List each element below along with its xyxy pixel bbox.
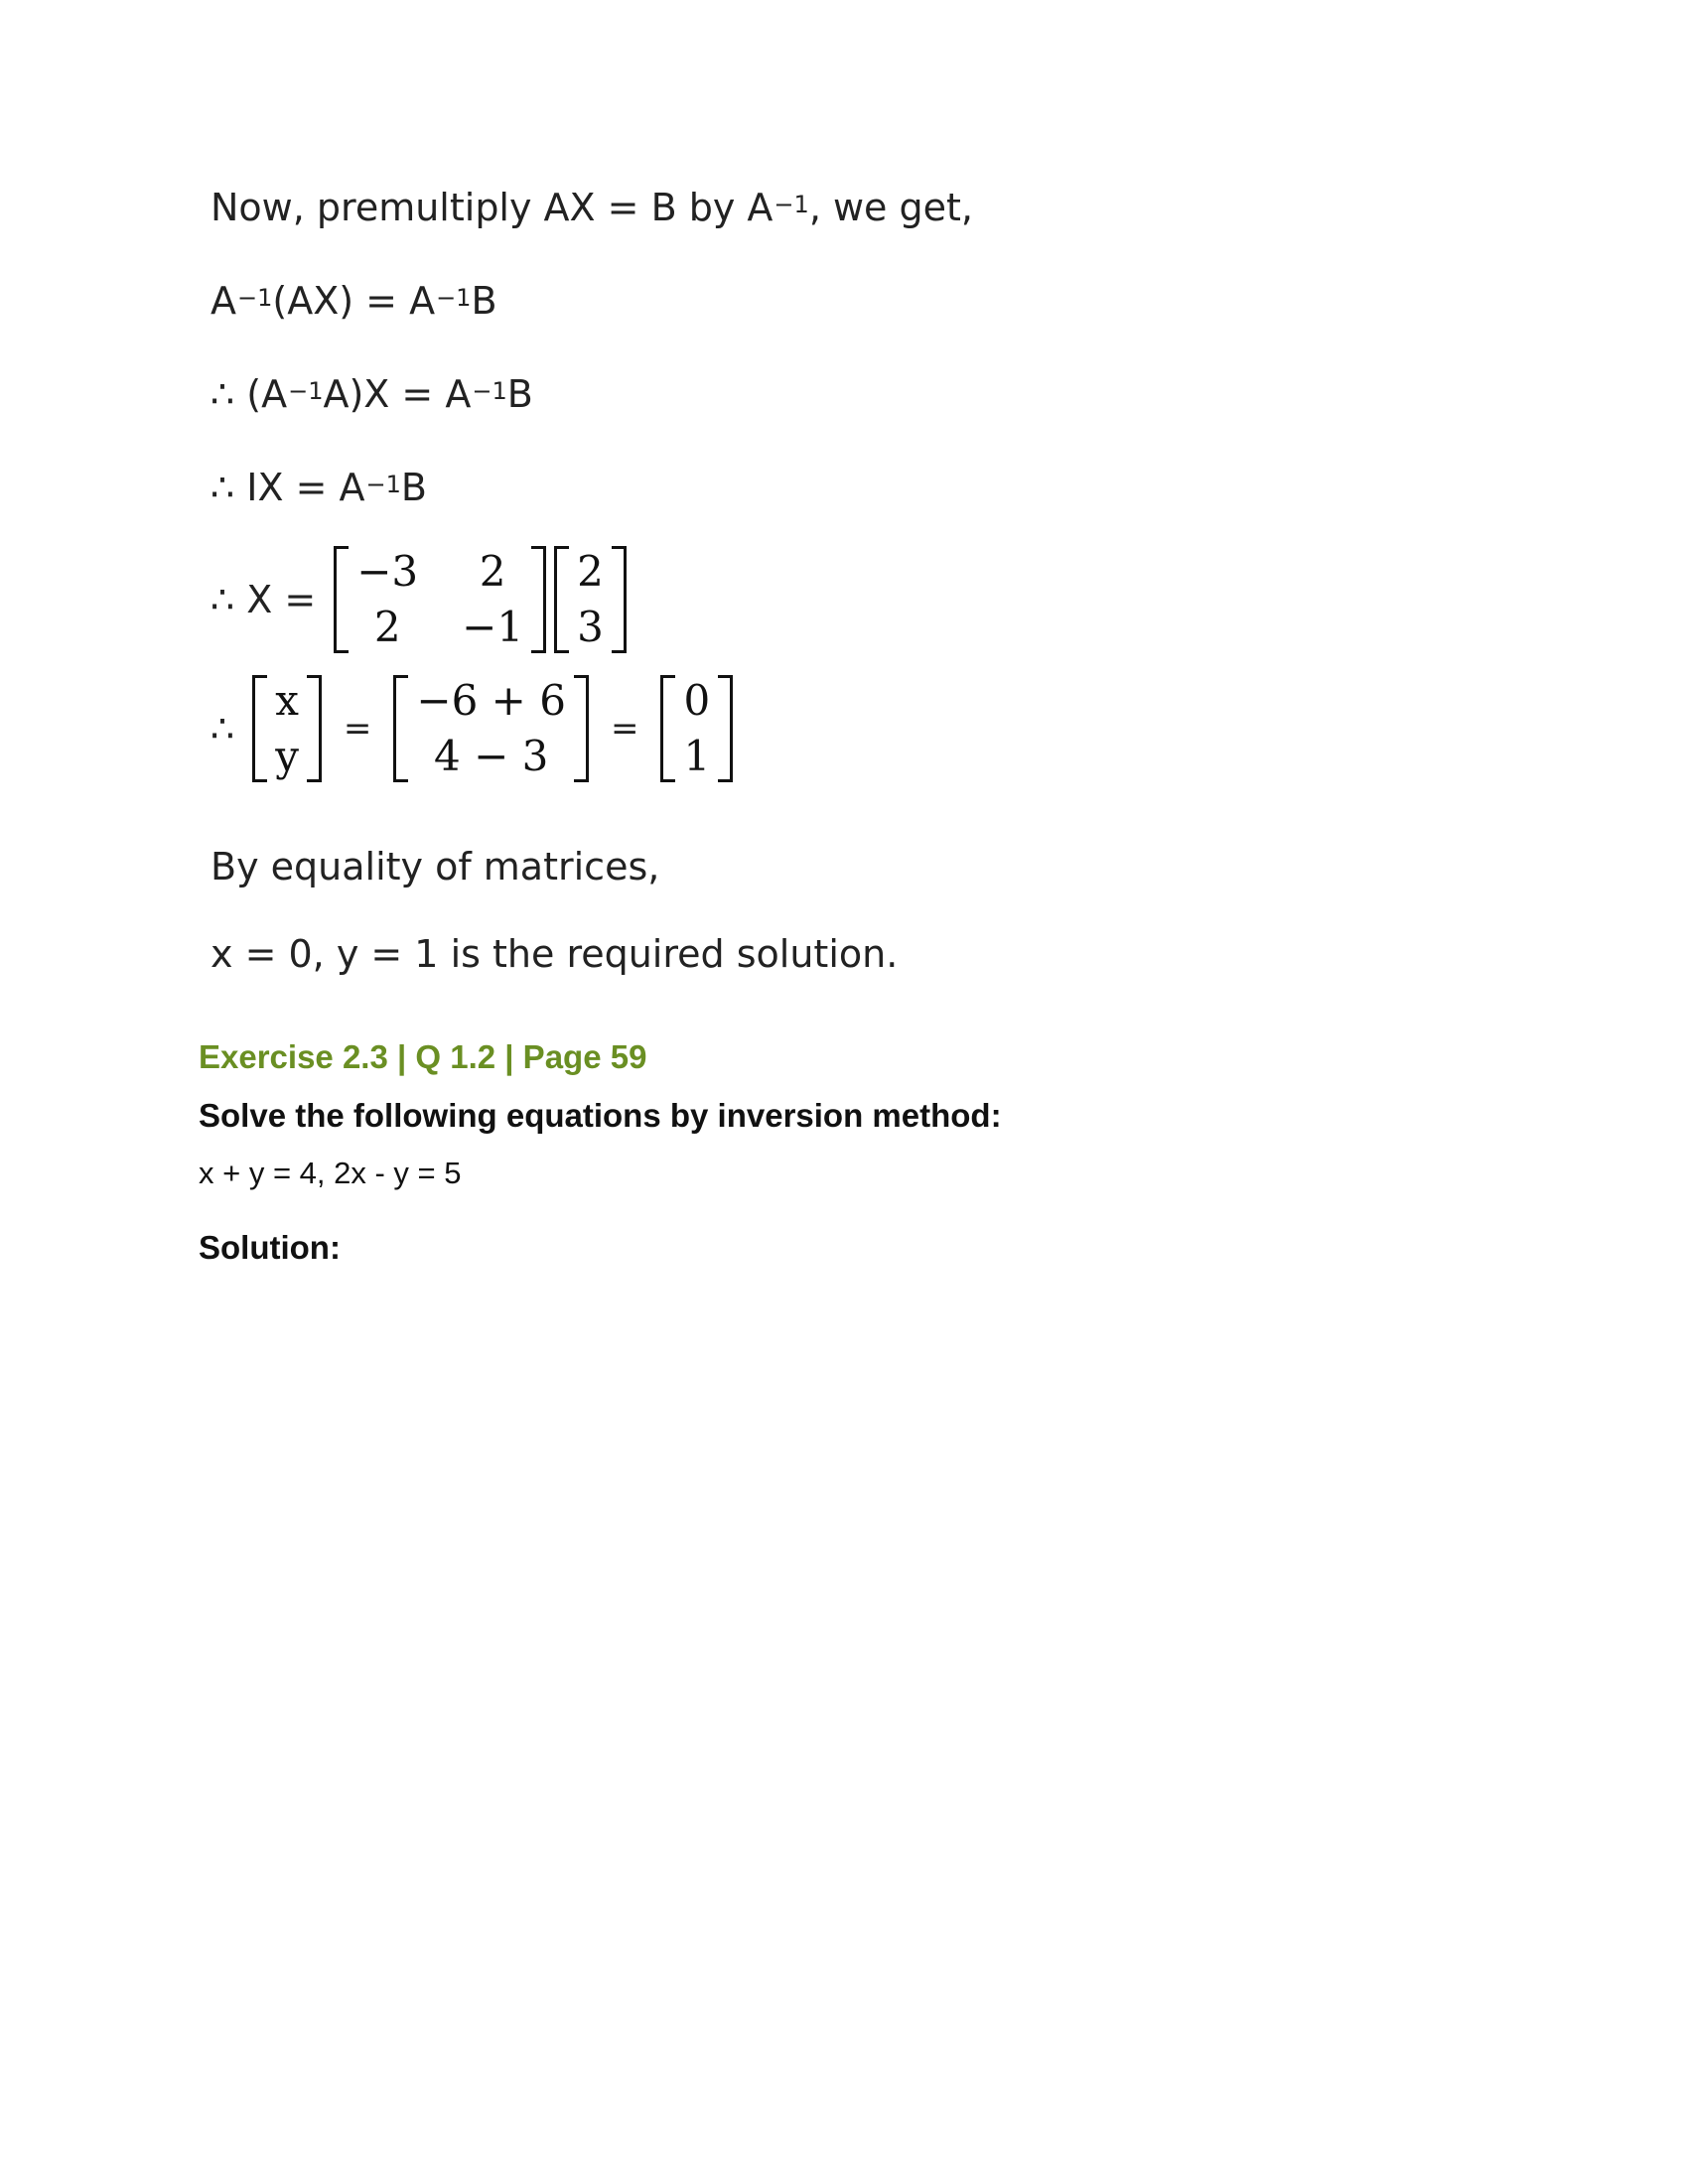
matrix-cell: −6 + 6 <box>416 676 566 725</box>
equals-sign: = <box>343 709 372 750</box>
matrix-calculation <box>393 675 589 782</box>
step-inverse-ax: $A^{-1}(AX) = A^{-1}B$ <box>211 279 497 323</box>
step-associative: ∴ $(A^{-1}A)X = A^{-1}B$ <box>211 372 533 416</box>
matrix-cell: 4 − 3 <box>434 732 549 781</box>
step-xy-result <box>211 675 737 782</box>
matrix-b <box>554 546 627 653</box>
step-identity: ∴ IX = $A^{-1}B$ <box>211 466 427 509</box>
question-title: Solve the following equations by inversion method: <box>199 1097 1002 1134</box>
matrix-cell: y <box>275 732 299 781</box>
matrix-cell: 0 <box>683 676 711 725</box>
equality-statement: By equality of matrices, <box>211 845 660 888</box>
step-xy-lead: ∴ <box>211 707 235 751</box>
matrix-inverse-a <box>334 546 546 653</box>
equals-sign: = <box>610 709 639 750</box>
premultiply-step: Now, premultiply AX = B by $A^{-1}$, we get, <box>211 186 973 229</box>
matrix-cell: 2 <box>373 603 401 652</box>
question-equations: x + y = 4, 2x - y = 5 <box>199 1156 462 1190</box>
matrix-cell: 1 <box>683 732 711 781</box>
solution-label: Solution: <box>199 1229 341 1266</box>
matrix-cell: x <box>275 676 299 725</box>
matrix-cell: 2 <box>577 547 604 596</box>
matrix-result <box>660 675 733 782</box>
matrix-cell: −1 <box>462 603 524 652</box>
matrix-cell: −3 <box>356 547 419 596</box>
matrix-cell: 3 <box>577 603 604 652</box>
matrix-cell: 2 <box>479 547 506 596</box>
step-x-product <box>211 546 631 653</box>
exercise-reference-link[interactable]: Exercise 2.3 | Q 1.2 | Page 59 <box>199 1038 647 1075</box>
step-x-lead: ∴ X = <box>211 578 317 622</box>
conclusion-statement: x = 0, y = 1 is the required solution. <box>211 932 899 976</box>
matrix-xy <box>252 675 322 782</box>
